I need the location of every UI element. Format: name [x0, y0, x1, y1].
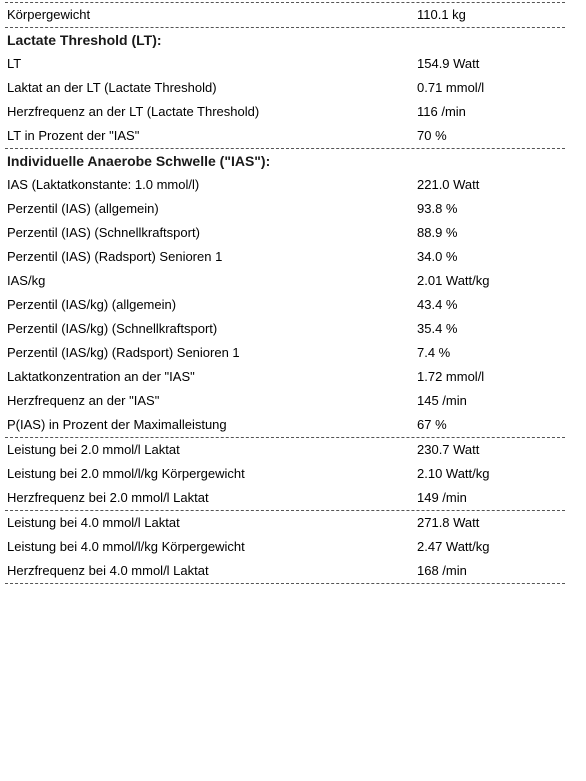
row-label: Perzentil (IAS) (Schnellkraftsport): [7, 225, 200, 240]
table-row: [5, 197, 565, 221]
row-label: Perzentil (IAS) (Radsport) Senioren 1: [7, 249, 223, 264]
table-row: [5, 52, 565, 76]
row-label: Leistung bei 4.0 mmol/l/kg Körpergewicht: [7, 539, 245, 554]
results-table: [5, 2, 565, 584]
row-label: Leistung bei 2.0 mmol/l Laktat: [7, 442, 180, 457]
table-row: [5, 365, 565, 389]
row-label: Perzentil (IAS) (allgemein): [7, 201, 159, 216]
table-row: [5, 535, 565, 559]
row-value: 168 /min: [417, 563, 467, 578]
table-row: [5, 511, 565, 535]
row-value: 43.4 %: [417, 297, 458, 312]
row-value: 2.01 Watt/kg: [417, 273, 490, 288]
row-value: 35.4 %: [417, 321, 458, 336]
section-title-lt: [5, 28, 565, 52]
table-row: [5, 438, 565, 462]
row-label: Herzfrequenz an der "IAS": [7, 393, 160, 408]
row-label: Perzentil (IAS/kg) (allgemein): [7, 297, 177, 312]
row-value: 2.47 Watt/kg: [417, 539, 490, 554]
row-value: 70 %: [417, 128, 447, 143]
table-row: [5, 293, 565, 317]
row-value: 154.9 Watt: [417, 56, 480, 71]
section-title-ias: [5, 149, 565, 173]
row-label: Laktat an der LT (Lactate Threshold): [7, 80, 217, 95]
row-label: Laktatkonzentration an der "IAS": [7, 369, 195, 384]
table-row: [5, 100, 565, 124]
row-value: 67 %: [417, 417, 447, 432]
table-row: [5, 245, 565, 269]
row-label: P(IAS) in Prozent der Maximalleistung: [7, 417, 227, 432]
row-label: LT: [7, 56, 22, 71]
row-value: 149 /min: [417, 490, 467, 505]
row-label: Leistung bei 2.0 mmol/l/kg Körpergewicht: [7, 466, 245, 481]
row-label: Leistung bei 4.0 mmol/l Laktat: [7, 515, 180, 530]
row-label: IAS (Laktatkonstante: 1.0 mmol/l): [7, 177, 200, 192]
table-row: [5, 559, 565, 583]
row-value: 145 /min: [417, 393, 467, 408]
table-row: [5, 341, 565, 365]
row-label: IAS/kg: [7, 273, 46, 288]
row-label: LT in Prozent der "IAS": [7, 128, 140, 143]
row-value: 93.8 %: [417, 201, 458, 216]
table-row: [5, 462, 565, 486]
table-row: [5, 173, 565, 197]
table-row: [5, 486, 565, 510]
table-row: [5, 76, 565, 100]
table-row: [5, 124, 565, 148]
row-value: 221.0 Watt: [417, 177, 480, 192]
row-value: 1.72 mmol/l: [417, 369, 485, 384]
row-value: 116 /min: [417, 104, 466, 119]
section-heading: Individuelle Anaerobe Schwelle ("IAS"):: [7, 153, 271, 169]
row-label: Perzentil (IAS/kg) (Radsport) Senioren 1: [7, 345, 240, 360]
row-value: 0.71 mmol/l: [417, 80, 485, 95]
row-body-weight: [5, 3, 565, 27]
row-value: 230.7 Watt: [417, 442, 480, 457]
table-row: [5, 413, 565, 437]
row-label: Körpergewicht: [7, 7, 91, 22]
row-label: Perzentil (IAS/kg) (Schnellkraftsport): [7, 321, 218, 336]
row-value: 88.9 %: [417, 225, 458, 240]
row-value: 110.1 kg: [417, 7, 466, 22]
row-value: 34.0 %: [417, 249, 458, 264]
row-label: Herzfrequenz an der LT (Lactate Threshold): [7, 104, 260, 119]
table-row: [5, 221, 565, 245]
row-value: 7.4 %: [417, 345, 451, 360]
table-row: [5, 317, 565, 341]
section-heading: Lactate Threshold (LT):: [7, 32, 162, 48]
divider: [5, 583, 565, 584]
table-row: [5, 269, 565, 293]
table-row: [5, 389, 565, 413]
row-value: 271.8 Watt: [417, 515, 480, 530]
row-label: Herzfrequenz bei 4.0 mmol/l Laktat: [7, 563, 209, 578]
row-value: 2.10 Watt/kg: [417, 466, 490, 481]
row-label: Herzfrequenz bei 2.0 mmol/l Laktat: [7, 490, 209, 505]
